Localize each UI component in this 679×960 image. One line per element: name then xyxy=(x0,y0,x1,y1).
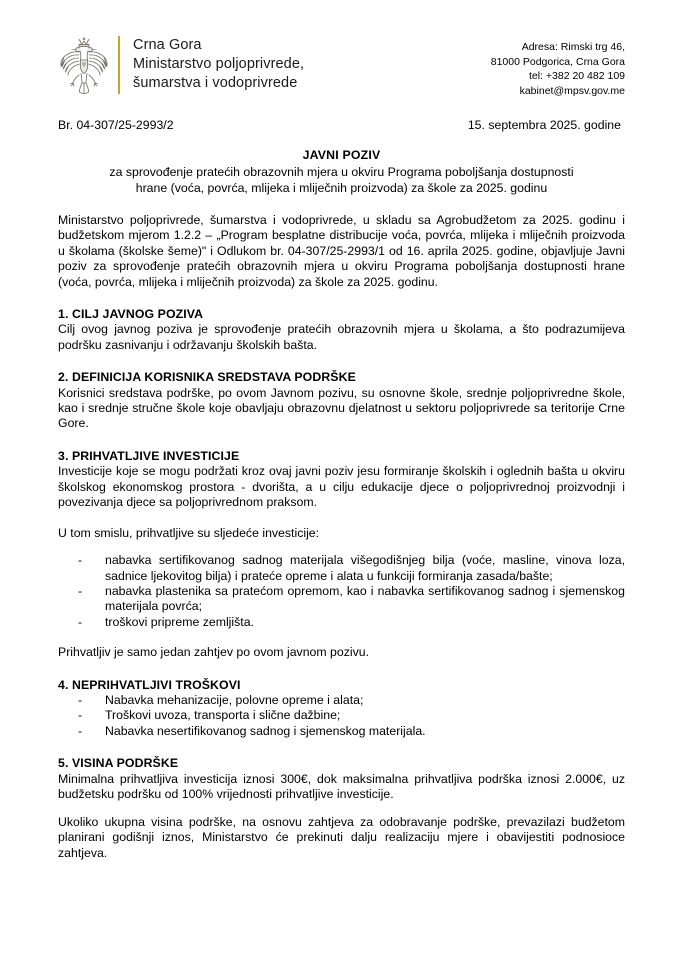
section-3-closing: Prihvatljiv je samo jedan zahtjev po ovom javnom pozivu. xyxy=(58,645,369,660)
section-heading-3: 3. PRIHVATLJIVE INVESTICIJE xyxy=(58,448,240,463)
section-3-lead-in: U tom smislu, prihvatljive su sljedeće investicije: xyxy=(58,525,320,540)
montenegro-coat-of-arms-icon xyxy=(58,34,110,96)
section-heading-4: 4. NEPRIHVATLJIVI TROŠKOVI xyxy=(58,677,241,692)
list-dash-marker: - xyxy=(78,614,83,629)
list-item-text: nabavka plastenika sa pratećom opremom, kao i nabavka sertifikovanog sadnog i sjemenskog materijala povrća; xyxy=(105,584,625,614)
section-paragraph-5: Minimalna prihvatljiva investicija iznosi 300€, dok maksimalna prihvatljiva podrška iznosi 2.000€, uz budžetsku podršku od 100% vrijednosti prihvatljive investicije. xyxy=(58,771,625,802)
section-heading-2: 2. DEFINICIJA KORISNIKA SREDSTAVA PODRŠKE xyxy=(58,370,356,385)
list-dash-marker: - xyxy=(78,584,83,599)
ministry-address-block xyxy=(491,34,625,98)
list-item-text: Troškovi uvoza, transporta i slične dažbine; xyxy=(105,708,341,723)
page-title: JAVNI POZIV xyxy=(302,148,381,162)
list-item xyxy=(58,584,625,615)
list-item-text: Nabavka mehanizacije, polovne opreme i alata; xyxy=(105,693,364,708)
section-heading-1: 1. CILJ JAVNOG POZIVA xyxy=(58,307,204,322)
section-paragraph-3: Investicije koje se mogu podržati kroz ovaj javni poziv jesu formiranje školskih i oglednih bašta u okviru školskog ekonomskog prostora - dvorišta, a u cilju edukacije djece o poljoprivrednoj proizvodnji i povezivanja djece sa poljoprivrednom praksom. xyxy=(58,464,625,510)
ministry-brand xyxy=(58,34,304,96)
list-dash-marker: - xyxy=(78,693,83,708)
ineligible-costs-list xyxy=(58,693,625,739)
ministry-name-block xyxy=(133,34,304,96)
list-item-text: nabavka sertifikovanog sadnog materijala višegodišnjeg bilja (voće, masline, vinova loza, sadnice ljekovitog bilja) i prateće opreme i alata u funkciji formiranja zasada/bašte; xyxy=(105,553,625,583)
list-dash-marker: - xyxy=(78,553,83,568)
eligible-investments-list xyxy=(58,553,625,630)
brand-divider-rule xyxy=(118,36,120,94)
section-paragraph-5b: Ukoliko ukupna visina podrške, na osnovu zahtjeva za odobravanje podrške, prevazilazi budžetom planirani godišnji iznos, Ministarstvo će prekinuti dalju realizaciju mjere i obavijestiti podnosioce zahtjeva. xyxy=(58,814,625,860)
intro-paragraph: Ministarstvo poljoprivrede, šumarstva i vodoprivrede, u skladu sa Agrobudžetom za 2025. godinu i budžetskom mjerom 1.2.2 – „Program besplatne distribucije voća, povrća, mlijeka i mliječnih proizvoda u školama (školske šeme)" i Odlukom br. 04-307/25-2993/1 od 16. aprila 2025. godine, objavljuje Javni poziv za sprovođenje pratećih obrazovnih mjera u okviru Programa poboljšanja dostupnosti hrane (voća, povrća, mlijeka i mliječnih proizvoda) za škole za 2025. godinu. xyxy=(58,213,625,289)
page-subtitle-line-1: za sprovođenje pratećih obrazovnih mjera u okviru Programa poboljšanja dostupnosti xyxy=(109,165,574,179)
list-item xyxy=(58,553,625,584)
list-item xyxy=(58,724,625,739)
list-item xyxy=(58,615,625,630)
section-heading-5: 5. VISINA PODRŠKE xyxy=(58,756,179,771)
address-phone: tel: +382 20 482 109 xyxy=(528,70,625,82)
letterhead xyxy=(58,0,625,98)
list-item xyxy=(58,693,625,708)
list-item-text: troškovi pripreme zemljišta. xyxy=(105,614,254,629)
address-street: Adresa: Rimski trg 46, xyxy=(521,41,625,53)
document-date: 15. septembra 2025. godine xyxy=(467,118,621,132)
list-dash-marker: - xyxy=(78,723,83,738)
section-paragraph-1: Cilj ovog javnog poziva je sprovođenje pratećih obrazovnih mjera u školama, a što podrazumijeva podršku zasnivanju i održavanju školskih bašta. xyxy=(58,322,625,352)
title-block xyxy=(58,147,625,196)
ministry-name-line-1: Ministarstvo poljoprivrede, xyxy=(133,56,305,72)
address-email: kabinet@mpsv.gov.me xyxy=(519,84,625,97)
list-item xyxy=(58,708,625,723)
reference-row xyxy=(58,118,625,133)
ministry-name-line-2: šumarstva i vodoprivrede xyxy=(133,75,298,91)
address-city: 81000 Podgorica, Crna Gora xyxy=(490,55,625,68)
page-subtitle-line-2: hrane (voća, povrća, mlijeka i mliječnih proizvoda) za škole za 2025. godinu xyxy=(135,181,548,195)
section-paragraph-2: Korisnici sredstava podrške, po ovom Javnom pozivu, su osnovne škole, srednje poljoprivredne škole, kao i srednje stručne škole koje obavljaju obrazovnu djelatnost u sektoru poljoprivrede sa teritorije Crne Gore. xyxy=(58,385,625,431)
list-item-text: Nabavka nesertifikovanog sadnog i sjemenskog materijala. xyxy=(105,723,426,738)
list-dash-marker: - xyxy=(78,708,83,723)
country-name: Crna Gora xyxy=(133,37,202,53)
document-number: Br. 04-307/25-2993/2 xyxy=(58,118,174,132)
page-subtitle xyxy=(58,164,625,196)
